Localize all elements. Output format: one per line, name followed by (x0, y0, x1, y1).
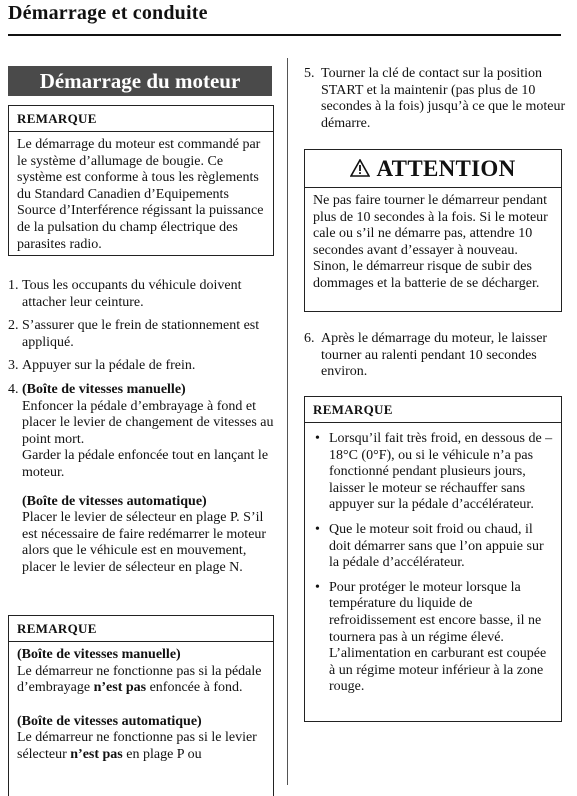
bullet-text: Lorsqu’il fait très froid, en dessous de –18°C (0°F), ou si le véhicule n’a pas fonctionné pendant plusieurs jours, laisser le moteur se réchauffer sans appuyer sur la pédale d’accélérateur. (329, 431, 553, 513)
bullet-icon: • (315, 579, 320, 595)
step-5 (304, 66, 566, 132)
emphasis-text: n’est pas (70, 746, 123, 762)
step-text: S’assurer que le frein de stationnement est appliqué. (22, 318, 260, 350)
step-text: Tourner la clé de contact sur la position START et la maintenir (pas plus de 10 secondes à la fois) jusqu’à ce que le moteur démarre. (321, 66, 566, 131)
note-box-cold-start (304, 396, 562, 722)
step-item (304, 331, 566, 381)
step-item (8, 358, 274, 375)
step-number: 1. (8, 278, 19, 293)
bullet-text: Que le moteur soit froid ou chaud, il doit démarrer sans que l’on appuie sur la pédale d’accélérateur. (329, 521, 544, 571)
step-number: 5. (304, 66, 315, 81)
column-divider (287, 58, 288, 785)
bullet-item (313, 522, 553, 572)
note-bullet-list (313, 431, 553, 696)
manual-transmission-text: Enfoncer la pédale d’embrayage à fond et placer le levier de changement de vitesses au point mort. (22, 398, 274, 447)
manual-transmission-note (17, 664, 265, 697)
step-item (8, 278, 274, 311)
page-title: Démarrage et conduite (8, 2, 208, 24)
bullet-item (313, 580, 553, 696)
automatic-transmission-heading: (Boîte de vitesses automatique) (17, 713, 202, 729)
note-text: Le démarreur ne fonctionne pas si la pédale d’embrayage (17, 663, 262, 696)
step-item (8, 382, 274, 577)
note-text: en plage P ou (122, 746, 202, 762)
manual-transmission-heading: (Boîte de vitesses manuelle) (17, 647, 181, 662)
note-label: REMARQUE (9, 616, 273, 642)
bullet-icon: • (315, 431, 320, 446)
title-rule (8, 34, 561, 36)
note-box-ignition (8, 105, 274, 256)
step-6 (304, 331, 566, 381)
section-title: Démarrage du moteur (8, 66, 272, 96)
step-text: Appuyer sur la pédale de frein. (22, 358, 196, 374)
step-number: 4. (8, 381, 19, 397)
warning-triangle-icon (350, 157, 370, 183)
note-text: Le démarreur ne fonctionne pas si le levier sélecteur (17, 730, 257, 762)
note-body (305, 423, 561, 710)
step-item (8, 318, 274, 351)
note-label: REMARQUE (9, 106, 273, 132)
automatic-transmission-text: Placer le levier de sélecteur en plage P. S’il est nécessaire de faire redémarrer le moteur alors que le véhicule est en mouvement, placer le levier de sélecteur en plage N. (22, 510, 267, 575)
step-text: Tous les occupants du véhicule doivent attacher leur ceinture. (22, 278, 242, 310)
step-item (304, 66, 566, 132)
note-label: REMARQUE (305, 397, 561, 423)
automatic-transmission-note (17, 730, 265, 763)
manual-transmission-text-2: Garder la pédale enfoncée tout en lançant le moteur. (22, 448, 269, 480)
manual-transmission-heading: (Boîte de vitesses manuelle) (22, 381, 186, 397)
note-text: Le démarrage du moteur est commandé par le système d’allumage de bougie. Ce système est conforme à tous les règlements du Standard Canadien d’Equipements Source d’Interférence régissant la puissance de la pulsation du champ électrique des parasites radio. (17, 137, 264, 252)
emphasis-text: n’est pas (93, 680, 147, 696)
automatic-transmission-heading: (Boîte de vitesses automatique) (22, 493, 207, 509)
step-number: 2. (8, 318, 19, 334)
attention-label: ATTENTION (376, 156, 516, 181)
attention-header (305, 150, 561, 188)
bullet-icon: • (315, 521, 320, 537)
note-body (9, 642, 273, 770)
note-text: enfoncée à fond. (146, 680, 243, 696)
attention-box (304, 149, 562, 312)
attention-text: Ne pas faire tourner le démarreur pendant plus de 10 secondes à la fois. Si le moteur cale ou s’il ne démarre pas, attendre 10 secondes avant d’essayer à nouveau. Sinon, le démarreur risque de subir des dommages et la batterie de se décharger. (313, 193, 548, 291)
step-text: Après le démarrage du moteur, le laisser tourner au ralenti pendant 10 secondes environ. (321, 331, 548, 380)
bullet-text: Pour protéger le moteur lorsque la température du liquide de refroidissement est encore basse, il ne tournera pas à un régime élevé. L’alimentation en carburant est coupée à un régime moteur inférieur à la zone rouge. (329, 579, 547, 695)
note-box-starter (8, 615, 274, 796)
step-number: 6. (304, 331, 315, 346)
bullet-item (313, 431, 553, 514)
step-number: 3. (8, 358, 19, 374)
start-steps-list (8, 278, 274, 577)
